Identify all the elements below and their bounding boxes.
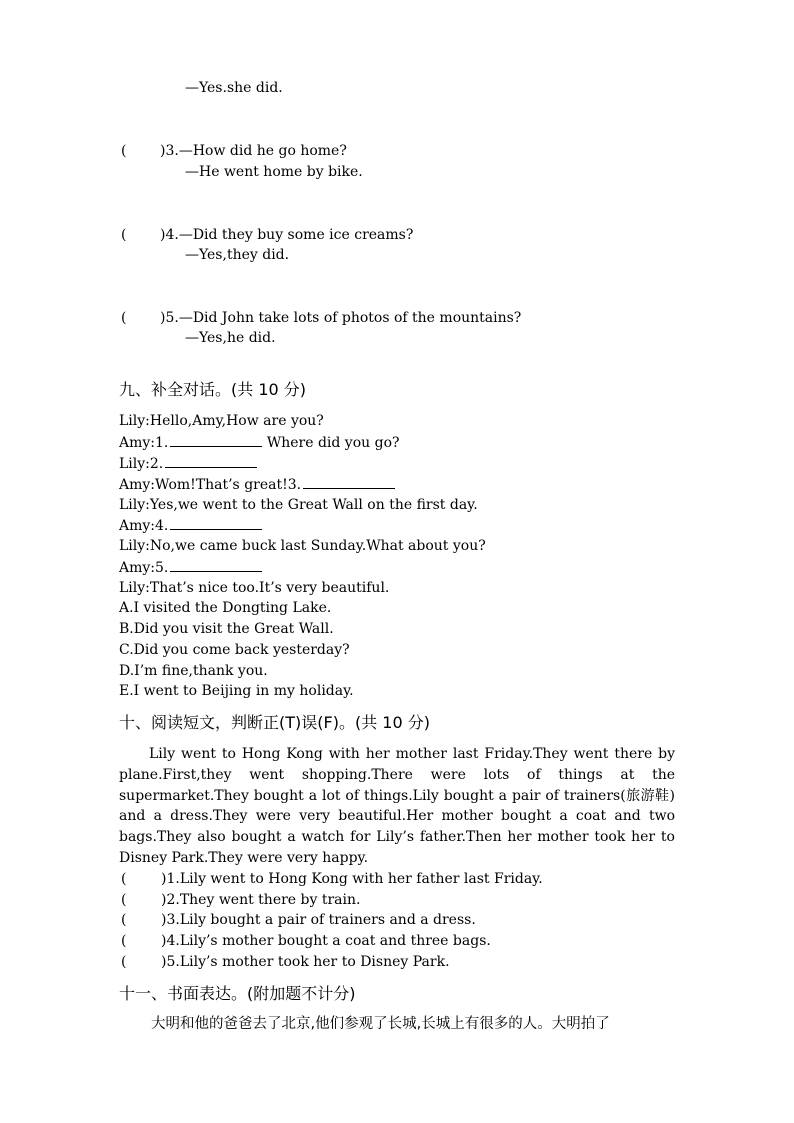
dialogue-line: Amy:5. (119, 557, 262, 578)
section11-heading: 十一、书面表达。(附加题不计分) (119, 984, 356, 1003)
dialogue-line: Amy:Wom!That’s great!3. (119, 474, 395, 495)
dialogue-line: Amy:4. (119, 515, 262, 536)
dialogue-line: Lily:Hello,Amy,How are you? (119, 413, 324, 429)
dialogue-line: Lily:No,we came buck last Sunday.What about you? (119, 538, 486, 554)
section9-heading: 九、补全对话。(共 10 分) (119, 380, 307, 399)
q2-answer: —Yes.she did. (185, 80, 283, 96)
q3-paren: ( (121, 143, 127, 159)
dialogue-line: Amy:1. Where did you go? (119, 432, 400, 453)
tf-item: ( )5.Lily’s mother took her to Disney Park. (121, 954, 450, 970)
q4-paren: ( (121, 227, 127, 243)
q4-answer: —Yes,they did. (185, 247, 290, 263)
option-a: A.I visited the Dongting Lake. (119, 600, 332, 616)
dialogue-line: Lily:2. (119, 453, 257, 474)
option-d: D.I’m fine,thank you. (119, 663, 268, 679)
tf-item: ( )3.Lily bought a pair of trainers and a dress. (121, 912, 476, 928)
tf-item: ( )2.They went there by train. (121, 892, 361, 908)
q4-question: )4.—Did they buy some ice creams? (160, 227, 414, 243)
writing-prompt: 大明和他的爸爸去了北京,他们参观了长城,长城上有很多的人。大明拍了 (151, 1016, 610, 1032)
answer-blank-5[interactable] (170, 557, 262, 572)
answer-blank-3[interactable] (303, 474, 395, 489)
dialogue-line: Lily:That’s nice too.It’s very beautiful. (119, 580, 390, 596)
q3-answer: —He went home by bike. (185, 164, 363, 180)
reading-passage: Lily went to Hong Kong with her mother last Friday.They went there by plane.First,they went shopping.There were lots of things at the supermarket.They bought a lot of things.Lily bought a pair of trainers(旅游鞋) and a dress.They were very beautiful.Her mother bought a coat and two bags.They also bought a watch for Lily’s father.Then her mother took her to Disney Park.They were very happy. (119, 746, 675, 866)
q5-paren: ( (121, 310, 127, 326)
section10-heading: 十、阅读短文，判断正(T)误(F)。(共 10 分) (119, 713, 430, 732)
dialogue-line: Lily:Yes,we went to the Great Wall on the first day. (119, 497, 478, 513)
q5-question: )5.—Did John take lots of photos of the mountains? (160, 310, 522, 326)
option-c: C.Did you come back yesterday? (119, 642, 350, 658)
q5-answer: —Yes,he did. (185, 330, 276, 346)
tf-item: ( )1.Lily went to Hong Kong with her father last Friday. (121, 871, 543, 887)
tf-item: ( )4.Lily’s mother bought a coat and three bags. (121, 933, 491, 949)
option-b: B.Did you visit the Great Wall. (119, 621, 334, 637)
option-e: E.I went to Beijing in my holiday. (119, 683, 354, 699)
q3-question: )3.—How did he go home? (160, 143, 347, 159)
answer-blank-1[interactable] (170, 432, 262, 447)
answer-blank-2[interactable] (165, 453, 257, 468)
answer-blank-4[interactable] (170, 515, 262, 530)
